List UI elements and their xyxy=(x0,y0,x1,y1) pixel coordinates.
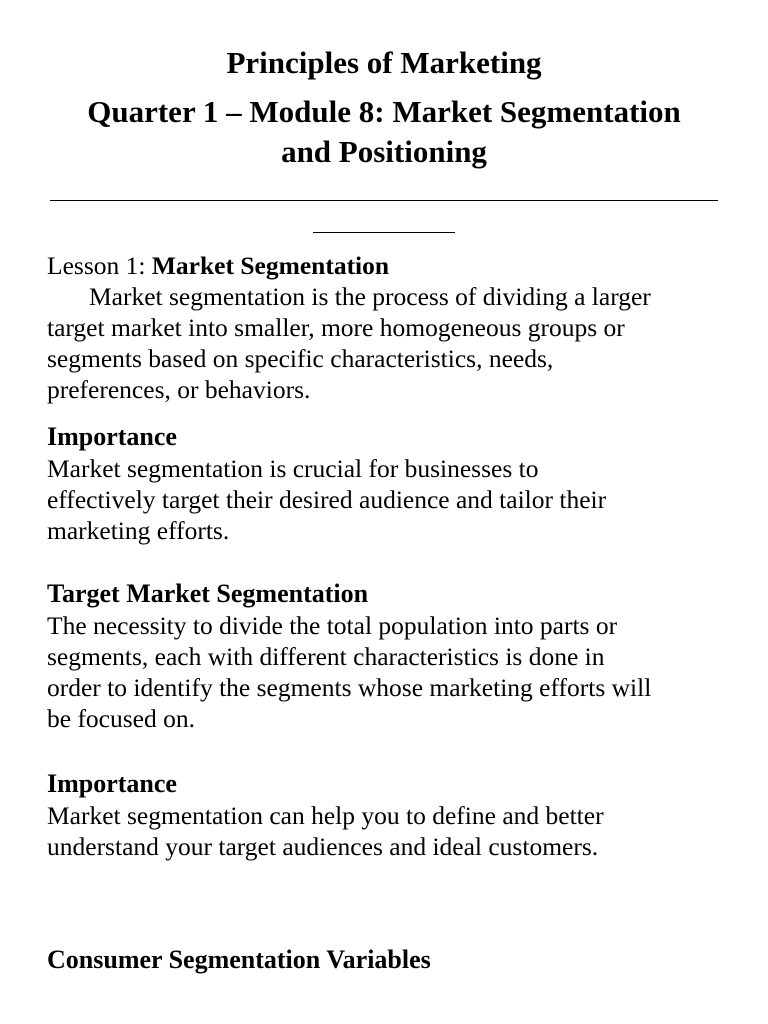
paragraph-line: effectively target their desired audience and tailor their xyxy=(47,485,607,514)
paragraph-line: segments, each with different characteristics is done in xyxy=(47,642,605,671)
module-title-line-2: and Positioning xyxy=(281,134,487,169)
module-title-line-1: Quarter 1 – Module 8: Market Segmentation xyxy=(87,94,681,129)
section-heading-importance-2: Importance xyxy=(47,769,177,798)
paragraph-line: Market segmentation is crucial for businesses to xyxy=(47,454,539,483)
paragraph-line: preferences, or behaviors. xyxy=(47,375,311,404)
paragraph-line: order to identify the segments whose marketing efforts will xyxy=(47,673,652,702)
paragraph-line: understand your target audiences and ideal customers. xyxy=(47,832,599,861)
section-heading-target-market: Target Market Segmentation xyxy=(47,579,369,608)
divider-rule-long xyxy=(50,200,718,201)
paragraph-line: The necessity to divide the total population into parts or xyxy=(47,611,618,640)
section-heading-importance: Importance xyxy=(47,422,177,451)
section-body-target-market xyxy=(47,610,737,734)
paragraph-line: segments based on specific characteristics, needs, xyxy=(47,344,554,373)
paragraph-line: Market segmentation is the process of dividing a larger xyxy=(89,282,651,311)
consumer-segmentation-heading: Consumer Segmentation Variables xyxy=(47,945,431,974)
paragraph-line: be focused on. xyxy=(47,704,195,733)
paragraph-line: marketing efforts. xyxy=(47,516,230,545)
document-title: Principles of Marketing xyxy=(226,45,542,80)
lesson-heading xyxy=(47,250,737,281)
section-body-importance xyxy=(47,453,737,546)
paragraph-line: Market segmentation can help you to define and better xyxy=(47,801,604,830)
lesson-paragraph xyxy=(47,281,737,405)
lesson-name: Market Segmentation xyxy=(151,251,390,280)
divider-rule-short xyxy=(313,232,455,233)
paragraph-line: target market into smaller, more homogeneous groups or xyxy=(47,313,625,342)
lesson-prefix: Lesson 1: xyxy=(47,251,152,280)
section-body-importance-2 xyxy=(47,800,737,862)
